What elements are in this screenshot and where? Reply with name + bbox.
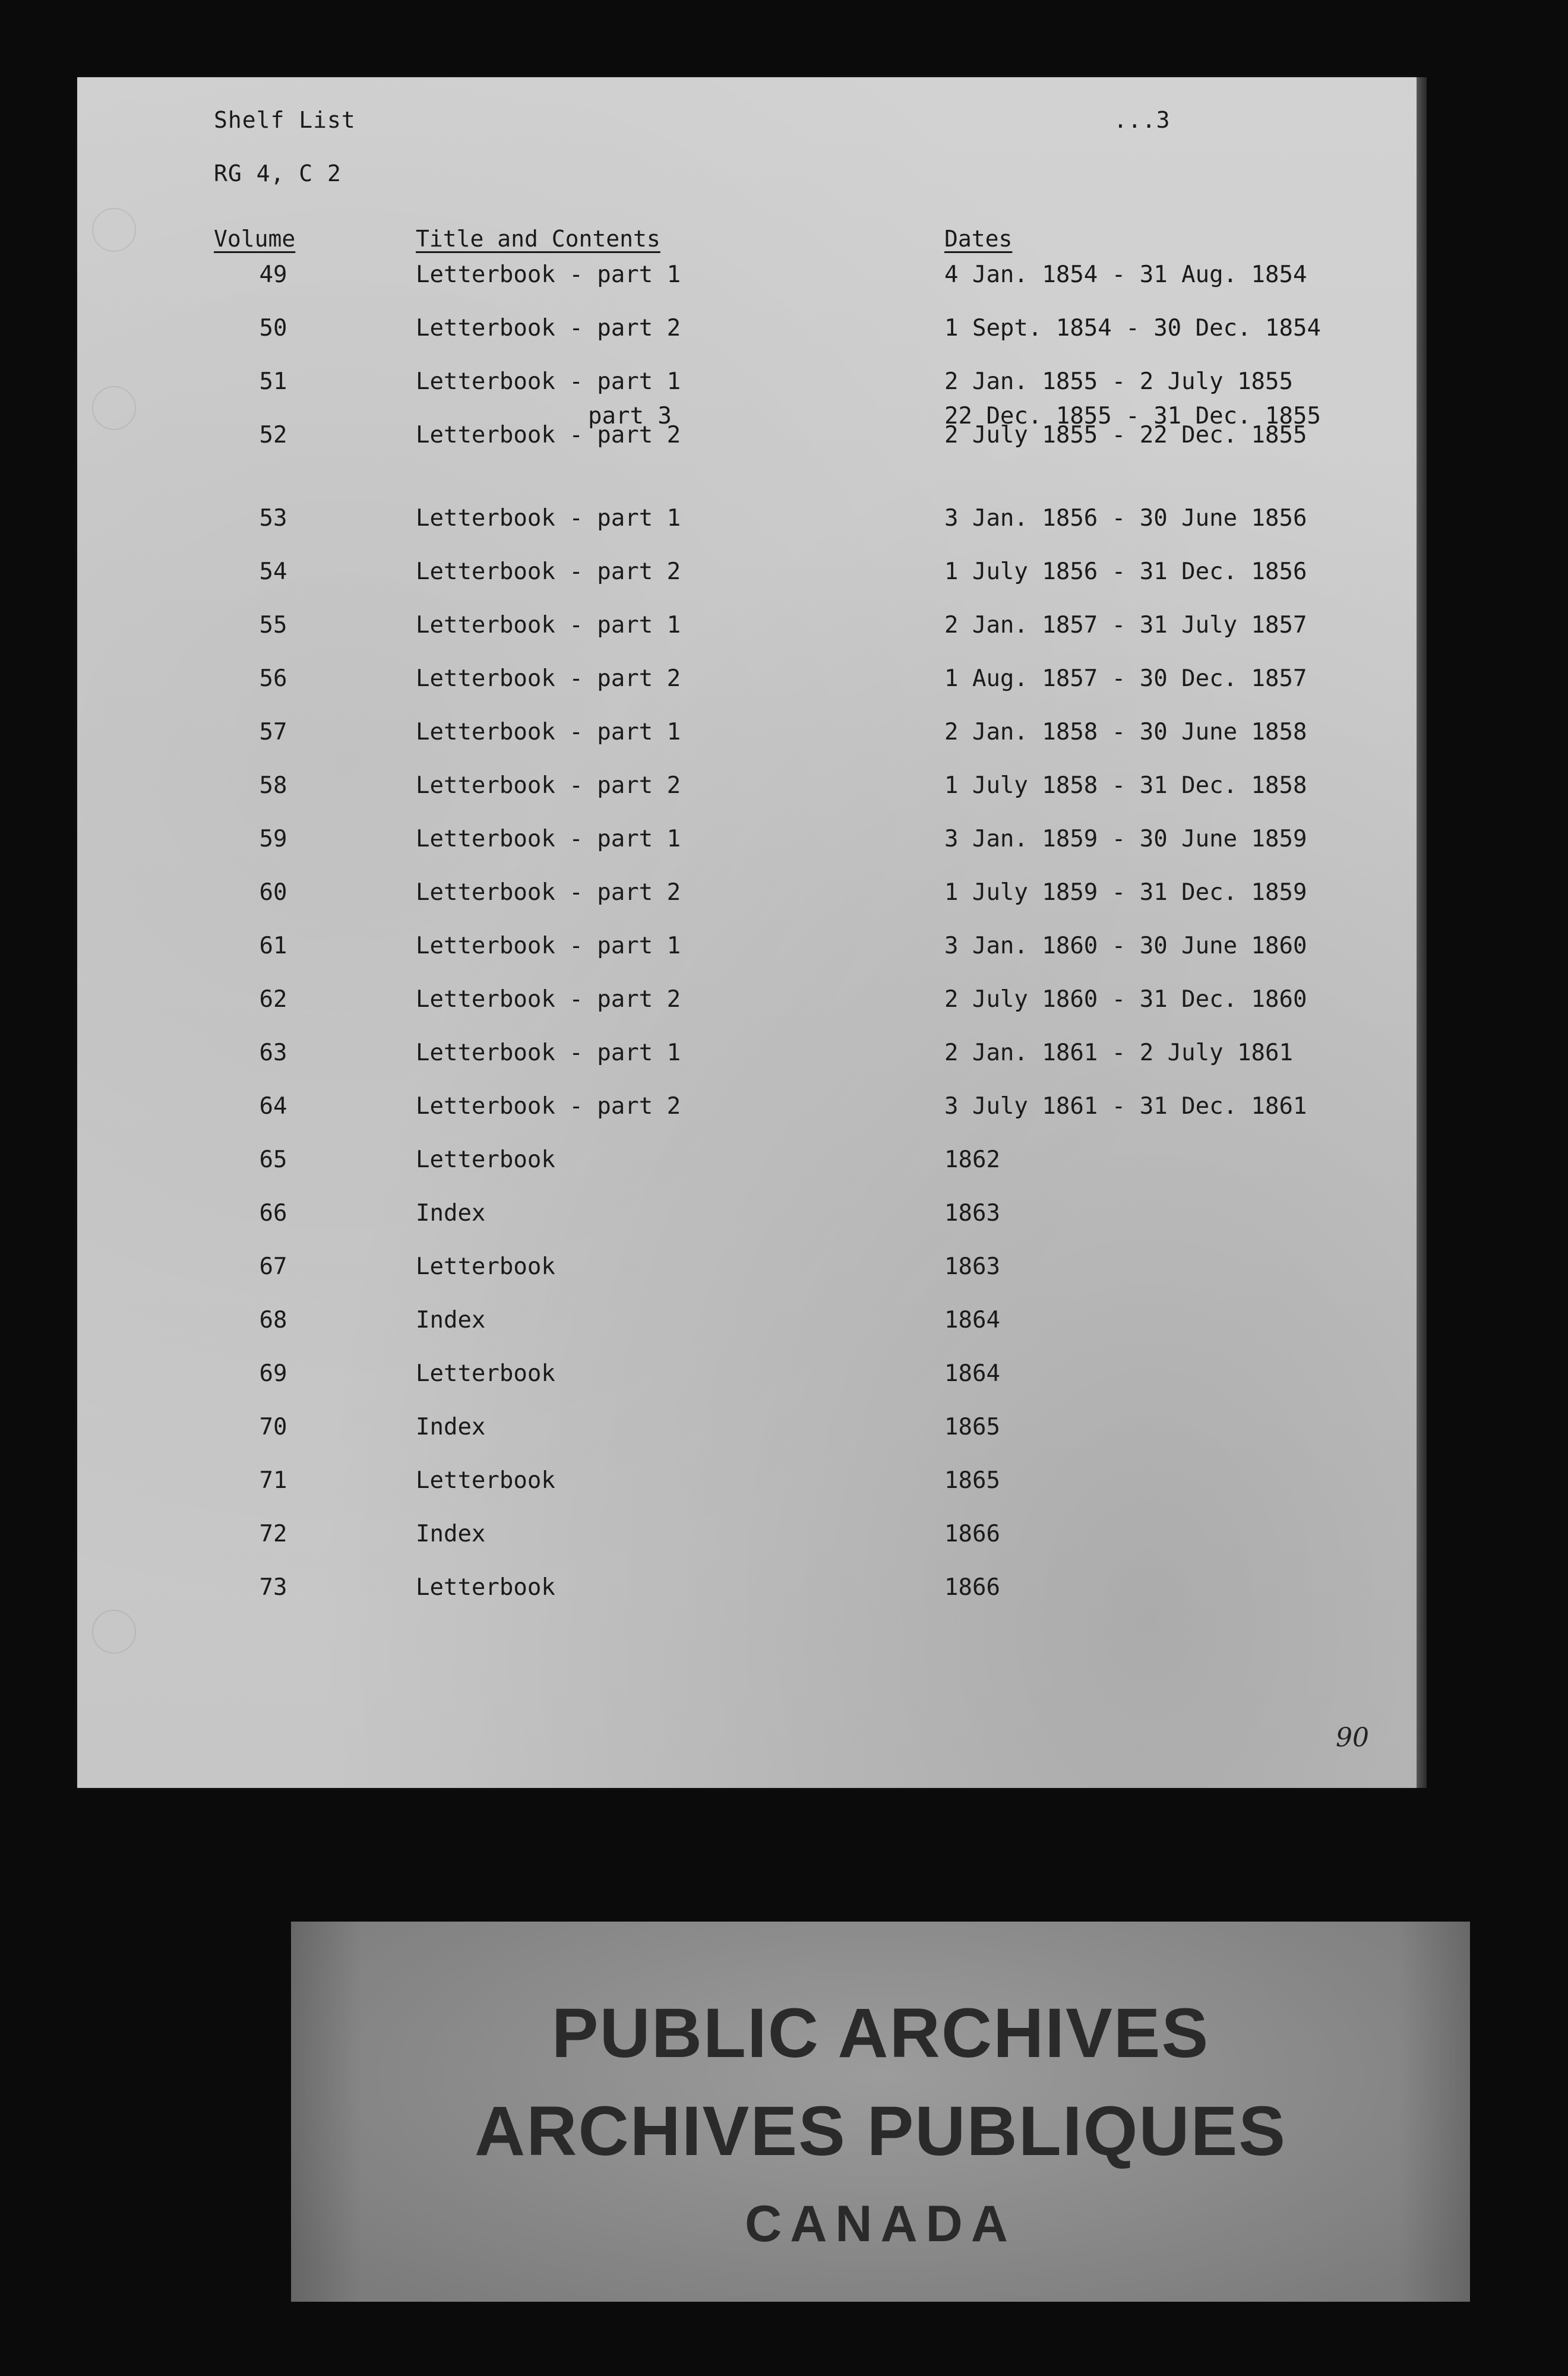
volume-number: 69 — [259, 1360, 287, 1387]
volume-number: 65 — [259, 1146, 287, 1173]
title-contents: Letterbook - part 2 — [416, 879, 681, 906]
title-contents: Letterbook — [416, 1574, 555, 1601]
punch-hole-mark — [92, 208, 136, 252]
date-range: 2 Jan. 1858 - 30 June 1858 — [944, 719, 1307, 745]
title-contents: Letterbook — [416, 1253, 555, 1280]
inserted-date-range: 22 Dec. 1855 - 31 Dec. 1855 — [944, 403, 1321, 429]
table-row — [77, 1040, 1417, 1093]
table-row — [77, 772, 1417, 826]
volume-number: 53 — [259, 505, 287, 532]
column-header-volume: Volume — [214, 226, 296, 252]
date-range: 3 July 1861 - 31 Dec. 1861 — [944, 1093, 1307, 1120]
title-contents: Letterbook — [416, 1146, 555, 1173]
date-range: 1 July 1856 - 31 Dec. 1856 — [944, 558, 1307, 585]
table-row — [77, 879, 1417, 933]
volume-number: 59 — [259, 826, 287, 852]
volume-number: 58 — [259, 772, 287, 799]
table-row — [77, 403, 1417, 487]
volume-number: 68 — [259, 1307, 287, 1334]
title-contents: Index — [416, 1414, 486, 1440]
table-row — [77, 1200, 1417, 1253]
table-row — [77, 933, 1417, 986]
volume-number: 70 — [259, 1414, 287, 1440]
page-marker: ...3 — [1114, 107, 1171, 133]
volume-number: 64 — [259, 1093, 287, 1120]
date-range: 1 July 1858 - 31 Dec. 1858 — [944, 772, 1307, 799]
title-contents: Letterbook - part 2 — [416, 1093, 681, 1120]
title-contents: Index — [416, 1200, 486, 1227]
volume-number: 52 — [259, 422, 287, 448]
table-row — [77, 1521, 1417, 1574]
date-range: 1863 — [944, 1253, 1000, 1280]
date-range: 1864 — [944, 1307, 1000, 1334]
handwritten-page-number: 90 — [1336, 1723, 1369, 1753]
title-contents: Letterbook - part 2 — [416, 772, 681, 799]
archive-label-line-french: ARCHIVES PUBLIQUES — [475, 2092, 1286, 2170]
volume-number: 49 — [259, 261, 287, 288]
volume-number: 56 — [259, 665, 287, 692]
table-row — [77, 1307, 1417, 1360]
title-contents: Letterbook - part 2 — [416, 315, 681, 342]
volume-number: 61 — [259, 933, 287, 959]
volume-number: 60 — [259, 879, 287, 906]
title-contents: Letterbook - part 1 — [416, 719, 681, 745]
date-range: 3 Jan. 1856 - 30 June 1856 — [944, 505, 1307, 532]
document-title: Shelf List — [214, 107, 356, 133]
archive-stamp-label — [291, 1922, 1470, 2302]
volume-number: 73 — [259, 1574, 287, 1601]
table-row — [77, 505, 1417, 558]
archive-label-line-english: PUBLIC ARCHIVES — [551, 1994, 1210, 2072]
table-row — [77, 826, 1417, 879]
date-range: 3 Jan. 1860 - 30 June 1860 — [944, 933, 1307, 959]
inserted-part-label: part 3 — [588, 403, 672, 429]
volume-number: 62 — [259, 986, 287, 1013]
title-contents: Letterbook - part 2 — [416, 665, 681, 692]
date-range: 1 Aug. 1857 - 30 Dec. 1857 — [944, 665, 1307, 692]
date-range: 4 Jan. 1854 - 31 Aug. 1854 — [944, 261, 1307, 288]
date-range: 2 Jan. 1861 - 2 July 1861 — [944, 1040, 1293, 1066]
table-row — [77, 261, 1417, 315]
volume-number: 55 — [259, 612, 287, 639]
title-contents: Letterbook - part 1 — [416, 368, 681, 395]
volume-number: 72 — [259, 1521, 287, 1547]
table-row — [77, 1093, 1417, 1146]
record-group: RG 4, C 2 — [214, 160, 342, 187]
title-contents: Index — [416, 1307, 486, 1334]
date-range: 1866 — [944, 1574, 1000, 1601]
column-header-dates: Dates — [944, 226, 1013, 252]
title-contents: Letterbook - part 1 — [416, 826, 681, 852]
table-row — [77, 1360, 1417, 1414]
volume-number: 51 — [259, 368, 287, 395]
table-row — [77, 558, 1417, 612]
date-range: 1862 — [944, 1146, 1000, 1173]
date-range: 1 July 1859 - 31 Dec. 1859 — [944, 879, 1307, 906]
table-row — [77, 1574, 1417, 1628]
date-range: 2 July 1860 - 31 Dec. 1860 — [944, 986, 1307, 1013]
title-contents: Index — [416, 1521, 486, 1547]
table-row — [77, 719, 1417, 772]
volume-number: 71 — [259, 1467, 287, 1494]
archive-label-country: CANADA — [745, 2195, 1016, 2252]
title-contents: Letterbook - part 1 — [416, 933, 681, 959]
title-contents: Letterbook - part 1 — [416, 1040, 681, 1066]
date-range: 2 Jan. 1857 - 31 July 1857 — [944, 612, 1307, 639]
volume-number: 63 — [259, 1040, 287, 1066]
title-contents: Letterbook - part 1 — [416, 261, 681, 288]
title-contents: Letterbook - part 1 — [416, 612, 681, 639]
date-range: 3 Jan. 1859 - 30 June 1859 — [944, 826, 1307, 852]
date-range: 2 Jan. 1855 - 2 July 1855 — [944, 368, 1293, 395]
table-row — [77, 1253, 1417, 1307]
volume-number: 54 — [259, 558, 287, 585]
title-contents: Letterbook - part 1 — [416, 505, 681, 532]
volume-number: 57 — [259, 719, 287, 745]
table-row — [77, 1414, 1417, 1467]
title-contents: Letterbook — [416, 1467, 555, 1494]
table-row — [77, 665, 1417, 719]
date-range: 2 July 1855 - 22 Dec. 1855 — [944, 422, 1307, 448]
date-range: 1863 — [944, 1200, 1000, 1227]
table-row — [77, 1146, 1417, 1200]
table-row — [77, 315, 1417, 368]
volume-number: 67 — [259, 1253, 287, 1280]
table-row — [77, 1467, 1417, 1521]
date-range: 1865 — [944, 1467, 1000, 1494]
table-row — [77, 986, 1417, 1040]
title-contents: Letterbook — [416, 1360, 555, 1387]
volume-number: 50 — [259, 315, 287, 342]
date-range: 1865 — [944, 1414, 1000, 1440]
title-contents: Letterbook - part 2 — [416, 986, 681, 1013]
document-page — [77, 77, 1417, 1788]
table-row — [77, 612, 1417, 665]
column-header-title: Title and Contents — [416, 226, 660, 252]
date-range: 1 Sept. 1854 - 30 Dec. 1854 — [944, 315, 1321, 342]
volume-number: 66 — [259, 1200, 287, 1227]
title-contents: Letterbook - part 2 — [416, 558, 681, 585]
date-range: 1864 — [944, 1360, 1000, 1387]
title-contents: Letterbook - part 2 — [416, 422, 681, 448]
date-range: 1866 — [944, 1521, 1000, 1547]
